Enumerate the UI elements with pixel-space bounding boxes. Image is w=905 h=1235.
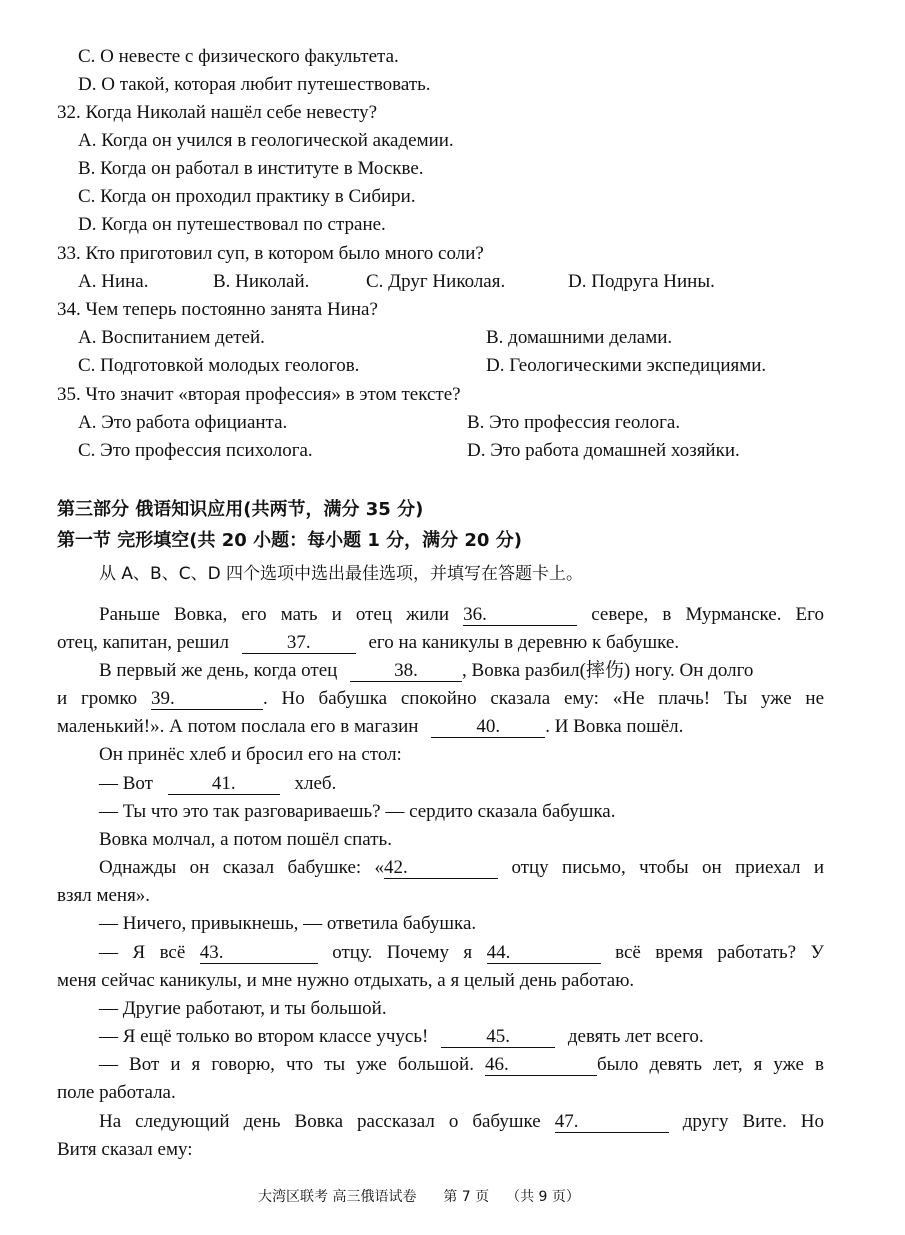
footer-page-total: （共 9 页）	[506, 1189, 580, 1205]
text-fragment: отец, капитан, решил	[57, 632, 229, 653]
blank-40[interactable]: 40.	[431, 717, 545, 738]
text-fragment: — Я ещё только во втором классе учусь!	[99, 1026, 429, 1047]
text-fragment: севере, в Мурманске. Его	[591, 604, 824, 625]
cloze-line: Он принёс хлеб и бросил его на стол:	[99, 744, 402, 765]
q34-option-d: D. Геологическими экспедициями.	[486, 355, 767, 376]
text-fragment: — Вот и я говорю, что ты уже большой.	[99, 1054, 474, 1075]
text-fragment: — Я всё	[99, 942, 186, 963]
q35-option-d: D. Это работа домашней хозяйки.	[467, 440, 740, 461]
text-fragment: было девять лет, я уже в	[597, 1054, 824, 1075]
blank-41[interactable]: 41.	[168, 774, 280, 795]
blank-36[interactable]: 36.	[463, 605, 577, 626]
q33-question: 33. Кто приготовил суп, в котором было много соли?	[57, 243, 484, 264]
text-fragment: отцу. Почему я	[332, 942, 473, 963]
cloze-line	[99, 659, 753, 683]
footer-page-number: 第 7 页	[443, 1189, 490, 1205]
cloze-line: — Другие работают, и ты большой.	[99, 998, 387, 1019]
text-fragment: . Но бабушка спокойно сказала ему: «Не плачь! Ты уже не	[262, 688, 825, 709]
cloze-line	[99, 856, 824, 880]
page-footer	[258, 1186, 580, 1206]
q34-question: 34. Чем теперь постоянно занята Нина?	[57, 299, 378, 320]
blank-45[interactable]: 45.	[441, 1027, 555, 1048]
q34-option-c: C. Подготовкой молодых геологов.	[78, 355, 360, 376]
cloze-line: меня сейчас каникулы, и мне нужно отдыхать, а я целый день работаю.	[57, 970, 635, 991]
text-fragment: всё время работать? У	[615, 942, 825, 963]
q31-option-d: D. О такой, которая любит путешествовать.	[78, 74, 431, 95]
instruction: 从 A、B、C、D 四个选项中选出最佳选项，并填写在答题卡上。	[99, 564, 584, 584]
text-fragment: и громко	[57, 688, 138, 709]
blank-37[interactable]: 37.	[242, 633, 356, 654]
q35-option-b: B. Это профессия геолога.	[467, 412, 681, 433]
q33-option-d: D. Подруга Нины.	[568, 271, 715, 292]
q32-option-b: B. Когда он работал в институте в Москве.	[78, 158, 424, 179]
text-fragment: — Вот	[99, 773, 153, 794]
q32-option-d: D. Когда он путешествовал по стране.	[78, 214, 386, 235]
cloze-line	[99, 1025, 704, 1049]
text-fragment: Однажды он сказал бабушке: «	[99, 857, 385, 878]
q35-option-a: A. Это работа официанта.	[78, 412, 288, 433]
cloze-line	[57, 715, 683, 739]
blank-47[interactable]: 47.	[555, 1112, 669, 1133]
cloze-line: — Ничего, привыкнешь, — ответила бабушка.	[99, 913, 477, 934]
text-fragment: его на каникулы в деревню к бабушке.	[368, 632, 680, 653]
text-fragment: маленький!». А потом послала его в магазин	[57, 716, 419, 737]
q34-option-a: A. Воспитанием детей.	[78, 327, 265, 348]
q32-option-a: A. Когда он учился в геологической академии.	[78, 130, 454, 151]
cloze-line: Вовка молчал, а потом пошёл спать.	[99, 829, 392, 850]
cloze-line: поле работала.	[57, 1082, 176, 1103]
text-fragment: Раньше Вовка, его мать и отец жили	[99, 604, 450, 625]
q33-option-a: A. Нина.	[78, 271, 149, 292]
cloze-line	[99, 772, 336, 796]
cloze-line	[99, 1053, 824, 1077]
text-fragment: другу Вите. Но	[682, 1111, 825, 1132]
cloze-line: Витя сказал ему:	[57, 1139, 193, 1160]
blank-43[interactable]: 43.	[200, 943, 318, 964]
text-fragment: отцу письмо, чтобы он приехал и	[511, 857, 825, 878]
blank-46[interactable]: 46.	[485, 1055, 597, 1076]
text-fragment: В первый же день, когда отец	[99, 660, 338, 681]
q35-question: 35. Что значит «вторая профессия» в этом тексте?	[57, 384, 461, 405]
text-fragment: хлеб.	[294, 773, 337, 794]
blank-38[interactable]: 38.	[350, 661, 462, 682]
section-title: 第一节 完形填空(共 20 小题：每小题 1 分，满分 20 分)	[57, 530, 522, 551]
cloze-line	[99, 941, 824, 965]
blank-42[interactable]: 42.	[384, 858, 498, 879]
q32-option-c: C. Когда он проходил практику в Сибири.	[78, 186, 416, 207]
q35-option-c: C. Это профессия психолога.	[78, 440, 313, 461]
q31-option-c: C. О невесте с физического факультета.	[78, 46, 399, 67]
part-title: 第三部分 俄语知识应用(共两节，满分 35 分)	[57, 499, 424, 520]
cloze-line	[57, 687, 824, 711]
q32-question: 32. Когда Николай нашёл себе невесту?	[57, 102, 378, 123]
blank-39[interactable]: 39.	[151, 689, 263, 710]
cloze-line	[57, 631, 679, 655]
text-fragment: На следующий день Вовка рассказал о бабушке	[99, 1111, 541, 1132]
q34-option-b: B. домашними делами.	[486, 327, 673, 348]
q33-option-c: C. Друг Николая.	[366, 271, 506, 292]
q33-option-b: B. Николай.	[213, 271, 310, 292]
cloze-line	[99, 1110, 824, 1134]
text-fragment: , Вовка разбил(摔伤) ногу. Он долго	[462, 660, 754, 681]
blank-44[interactable]: 44.	[487, 943, 601, 964]
text-fragment: девять лет всего.	[567, 1026, 704, 1047]
footer-exam-title: 大湾区联考 高三俄语试卷	[258, 1189, 417, 1205]
cloze-line: взял меня».	[57, 885, 151, 906]
cloze-line	[99, 603, 824, 627]
cloze-line: — Ты что это так разговариваешь? — сердито сказала бабушка.	[99, 801, 616, 822]
text-fragment: . И Вовка пошёл.	[545, 716, 684, 737]
